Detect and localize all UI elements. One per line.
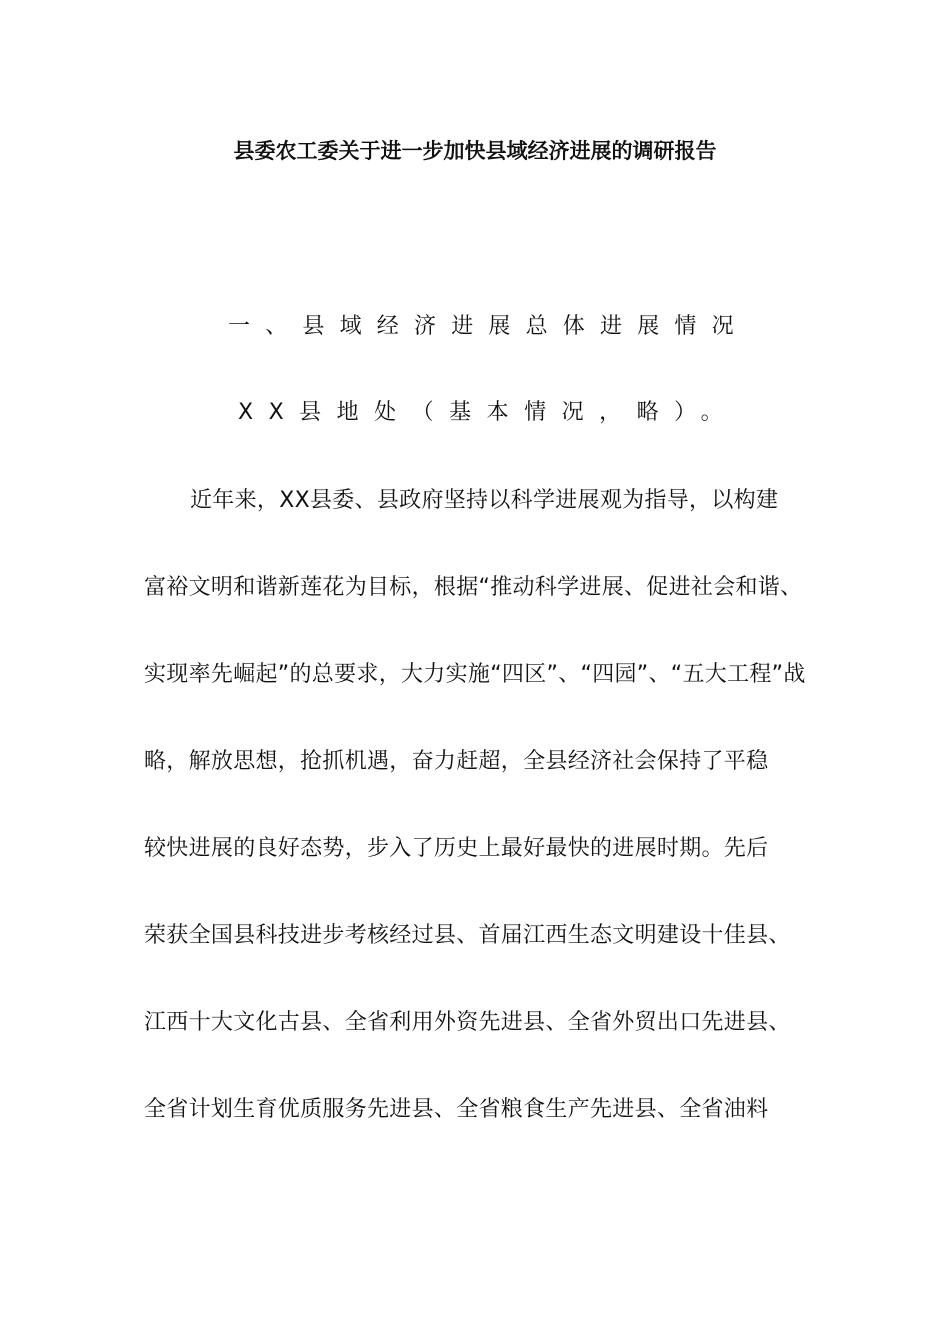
- section-heading: 一、县域经济进展总体进展情况: [228, 314, 749, 339]
- body-line: 富裕文明和谐新莲花为目标，根据“推动科学进展、促进社会和谐、: [144, 575, 803, 600]
- body-line: 实现率先崛起”的总要求，大力实施“四区”、“四园”、“五大工程”战: [144, 662, 806, 687]
- basic-info-line: XX县地处（基本情况，略）。: [238, 400, 739, 425]
- body-line: 荣获全国县科技进步考核经过县、首届江西生态文明建设十佳县、: [144, 923, 791, 948]
- body-line: 近年来，XX县委、县政府坚持以科学进展观为指导，以构建: [190, 488, 779, 513]
- document-title: 县委农工委关于进一步加快县域经济进展的调研报告: [233, 139, 717, 163]
- body-line: 江西十大文化古县、全省利用外资先进县、全省外贸出口先进县、: [144, 1010, 791, 1035]
- body-line: 全省计划生育优质服务先进县、全省粮食生产先进县、全省油料: [144, 1097, 769, 1122]
- body-line: 略，解放思想，抢抓机遇，奋力赶超，全县经济社会保持了平稳: [144, 749, 769, 774]
- body-line: 较快进展的良好态势，步入了历史上最好最快的进展时期。先后: [144, 836, 769, 861]
